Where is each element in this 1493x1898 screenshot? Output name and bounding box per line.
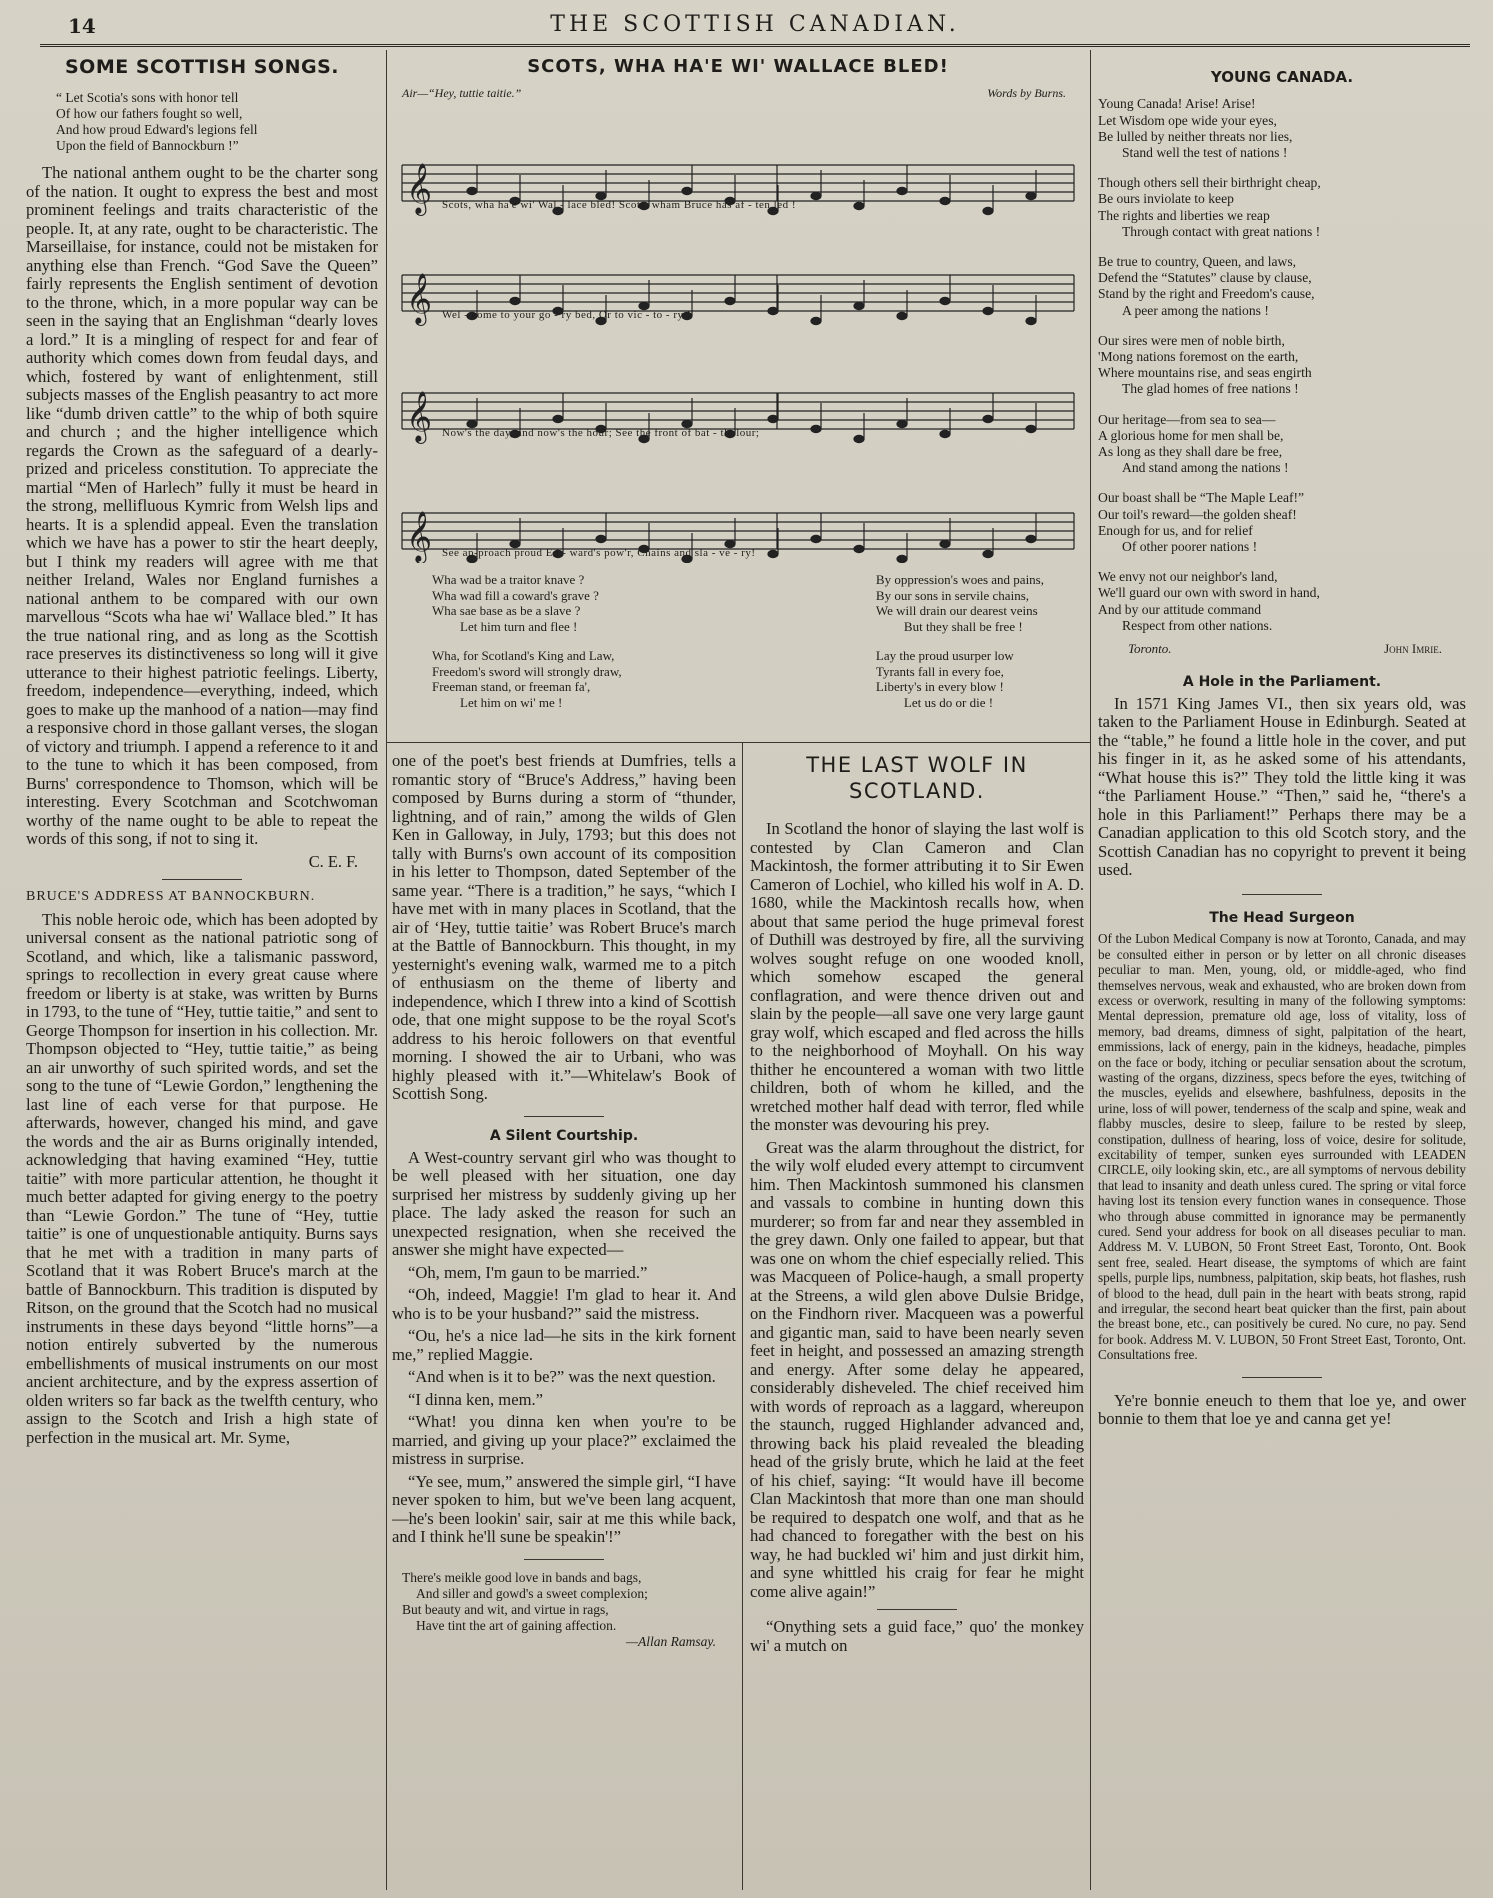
verse-line: Enough for us, and for relief <box>1098 522 1253 538</box>
stanza <box>432 648 622 710</box>
note-head <box>553 415 563 422</box>
verse-line: Our boast shall be “The Maple Leaf!” <box>1098 490 1305 506</box>
verse-line: Have tint the art of gaining affection. <box>416 1617 617 1633</box>
air-line <box>392 84 1084 102</box>
note-head <box>682 187 692 194</box>
verse-line: Defend the “Statutes” clause by clause, <box>1098 270 1312 286</box>
article-body: one of the poet's best friends at Dumfries, tells a romantic story of “Bruce's Address,” having been composed by Burns during a storm of “thunder, lightning, and of rain,” among the wilds of Glen Ken in Galloway, in July, 1793; but this does not tally with Burns's own account of its composition in his letter to Thompson, dated September of the same year. “There is a tradition,” he says, “which I have met with in many places in Scotland, that the air of ‘Hey, tuttie taitie’ was Robert Bruce's march at the Battle of Bannockburn. This thought, in my yesternight's evening walk, warmed me to a pitch of enthusiasm on the theme of liberty and independence, which I threw into a kind of Scottish ode, that one might suppose to be the royal Scot's address to his heroic followers on that eventful morning. I showed the air to Urbani, who was highly pleased with it.”—Whitelaw's Book of Scottish Song. <box>392 752 736 1103</box>
note-head <box>1026 535 1036 542</box>
verse-line: Let Wisdom ope wide your eyes, <box>1098 112 1277 128</box>
poem-stanza <box>1098 96 1466 161</box>
stanza <box>876 648 1044 710</box>
verse-line: Wha wad be a traitor knave ? <box>432 572 585 587</box>
verse-line: Our heritage—from sea to sea— <box>1098 411 1276 427</box>
note-head <box>897 312 907 319</box>
poem-credit <box>1098 640 1466 658</box>
poem-stanza <box>1098 333 1466 398</box>
epigraph-line: “ Let Scotia's sons with honor tell <box>56 90 239 106</box>
treble-clef-icon: 𝄞 <box>406 390 433 442</box>
note-head <box>1026 425 1036 432</box>
poem-author: John Imrie. <box>1384 641 1442 657</box>
verse-line: Of other poorer nations ! <box>1122 539 1258 555</box>
note-head <box>854 202 864 209</box>
epigraph-line: Upon the field of Bannockburn !” <box>56 138 239 154</box>
note-head <box>768 415 778 422</box>
separator <box>524 1116 604 1117</box>
note-head <box>854 545 864 552</box>
courtship-paragraph: “What! you dinna ken when you're to be married, and giving up your place?” exclaimed the mistress in surprise. <box>392 1412 736 1469</box>
heading-silent-courtship: A Silent Courtship. <box>489 1127 639 1144</box>
note-head <box>510 297 520 304</box>
verse-line: And by our attitude command <box>1098 601 1262 617</box>
note-head <box>897 420 907 427</box>
article-body: In 1571 King James VI., then six years old, was taken to the Parliament House in Edinburgh. Seated at the “table,” he found a little hole in the cover, and put his finger in it, as he asked some of his attendants, “What house this is?” They told the little king it was “the Parliament House.” “Then,” said he, “there's a hole in this Parliament!” Perhaps there may be a Canadian application to this old Scotch story, and the Scottish Canadian has no copyright to prevent it being used. <box>1098 693 1466 880</box>
verse-line: As long as they shall dare be free, <box>1098 444 1283 460</box>
epigraph <box>56 90 378 154</box>
epigraph-line: And how proud Edward's legions fell <box>56 122 258 138</box>
note-head <box>596 535 606 542</box>
courtship-paragraph: “Oh, mem, I'm gaun to be married.” <box>408 1262 648 1282</box>
note-head <box>768 550 778 557</box>
verse-line: But beauty and wit, and virtue in rags, <box>402 1601 609 1617</box>
verse-line: Stand by the right and Freedom's cause, <box>1098 286 1315 302</box>
note-head <box>897 187 907 194</box>
verse-line: Through contact with great nations ! <box>1122 223 1321 239</box>
heading-young-canada: YOUNG CANADA. <box>1210 68 1354 86</box>
verse-line: Where mountains rise, and seas engirth <box>1098 365 1312 381</box>
verse-line: Respect from other nations. <box>1122 617 1273 633</box>
poem-stanza <box>1098 254 1466 319</box>
verse-line: Let us do or die ! <box>903 694 994 710</box>
poem-stanza <box>1098 569 1466 634</box>
column-young-canada <box>1098 62 1466 1890</box>
note-head <box>854 302 864 309</box>
verse-line: Stand well the test of nations ! <box>1122 145 1288 161</box>
note-head <box>897 555 907 562</box>
stanza <box>876 572 1044 634</box>
lyric-line: Wel - come to your go - ry bed, Or to vic - to - ry ! <box>442 309 691 321</box>
heading-hole-parliament: A Hole in the Parliament. <box>1182 673 1382 690</box>
heading-head-surgeon: The Head Surgeon <box>1209 909 1355 926</box>
treble-clef-icon: 𝄞 <box>406 510 433 562</box>
subheading-bruces-address: BRUCE'S ADDRESS AT BANNOCKBURN. <box>26 889 316 905</box>
words-credit: Words by Burns. <box>987 86 1066 101</box>
courtship-paragraph: A West-country servant girl who was thought to be well pleased with her situation, one day surprised her mistress by suddenly giving up her place. The lady asked the reason for such an unexpected resignation, when she received the answer she might have expected— <box>392 1147 736 1260</box>
young-canada-poem <box>1098 96 1466 634</box>
lyric-line: Scots, wha ha'e wi' Wal - lace bled! Scots, wham Bruce has af - ten led ! <box>442 199 796 211</box>
courtship-story <box>392 1149 736 1547</box>
lyric-line: Now's the day, and now's the hour; See the front of bat - tle lour; <box>442 427 760 439</box>
verse-line: Be ours inviolate to keep <box>1098 191 1234 207</box>
signature: C. E. F. <box>308 851 358 871</box>
verse-line: Wha wad fill a coward's grave ? <box>432 587 599 603</box>
verse-line: We envy not our neighbor's land, <box>1098 569 1278 585</box>
courtship-paragraph: “Ou, he's a nice lad—he sits in the kirk fornent me,” replied Maggie. <box>392 1326 736 1364</box>
column-bruce-continued <box>392 752 736 1890</box>
page-number: 14 <box>68 14 96 38</box>
proverb: “Onything sets a guid face,” quo' the monkey wi' a mutch on <box>750 1617 1084 1655</box>
verse-line: The rights and liberties we reap <box>1098 207 1270 223</box>
verse-line: And stand among the nations ! <box>1122 460 1289 476</box>
separator <box>1242 894 1322 895</box>
section-rule <box>387 742 1090 743</box>
note-head <box>811 535 821 542</box>
verse-line: 'Mong nations foremost on the earth, <box>1098 349 1299 365</box>
note-head <box>940 540 950 547</box>
courtship-paragraph: “Oh, indeed, Maggie! I'm glad to hear it. And who is to be your husband?” said the mistress. <box>392 1285 736 1323</box>
verse-line: Our toil's reward—the golden sheaf! <box>1098 506 1297 522</box>
treble-clef-icon: 𝄞 <box>406 272 433 324</box>
note-head <box>983 207 993 214</box>
verse-line: A glorious home for men shall be, <box>1098 427 1284 443</box>
note-head <box>940 197 950 204</box>
separator <box>524 1559 604 1560</box>
proverb: Ye're bonnie eneuch to them that loe ye, and ower bonnie to them that loe ye and canna get ye! <box>1098 1390 1466 1429</box>
heading-last-wolf: THE LAST WOLF IN SCOTLAND. <box>806 753 1028 803</box>
ramsay-signature: —Allan Ramsay. <box>626 1633 716 1649</box>
verse-line: The glad homes of free nations ! <box>1122 381 1299 397</box>
heading-some-scottish-songs: SOME SCOTTISH SONGS. <box>65 58 339 78</box>
column-some-scottish-songs <box>26 58 378 1890</box>
masthead <box>40 8 1470 44</box>
article-body: Great was the alarm throughout the district, for the wily wolf eluded every attempt to circumvent him. Then Mackintosh summoned his clansmen and vassals to combine in hunting down this murderer; so from far and near they assembled in the grey dawn. Only one failed to appear, but that was one on whom the chief especially relied. This was Macqueen of Police-haugh, a small property at the Streens, a wild glen above Dulsie Bridge, on the Findhorn river. Macqueen was a powerful and gigantic man, said to have been nearly seven feet in height, and possessed an amazing strength and energy. After some delay he appeared, considerably disheveled. The chief received him with words of reproach as a laggard, whereupon the staunch, rugged Highlander advanced and, throwing back his plaid revealed the bleading head of the grisly brute, which he laid at the feet of his chief, saying: “It would have ill become Clan Mackintosh that more than one man should be required to despatch one wolf, and that as he had chanced to foregather with the best on his way, he had buckled wi' him and just dirkit him, and syne whittled his craig for fear he might come alive again!” <box>750 1137 1084 1601</box>
separator <box>162 879 242 880</box>
poem-stanza <box>1098 175 1466 240</box>
article-body: This noble heroic ode, which has been adopted by universal consent as the national patriotic song of Scotland, and which, like a talismanic password, springs to recollection in every great cause where freedom or liberty is at stake, was written by Burns in 1793, to the tune of “Hey, tuttie taitie,” and sent to George Thompson for insertion in his collection. Mr. Thompson objected to “Hey, tuttie taitie,” as being an air unworthy of such spirited words, and set the song to the tune of “Lewie Gordon,” lengthening the last line of each verse for that purpose. He afterwards, however, changed his mind, and gave the words and the air as Burns originally intended, acknowledging that having examined “Hey, tuttie taitie” with more particular attention, he thought it much better adapted for giving energy to the poetry than “Lewie Gordon.” The tune of “Hey, tuttie taitie” is one of unquestionable antiquity. Burns says that he met with a tradition in many parts of Scotland that it was Robert Bruce's march at the battle of Bannockburn. This tradition is disputed by Ritson, on the ground that the Scotch had no musical instruments in these days beyond “little horns”—a notion entirely subverted by the numerous embellishments of musical instruments on our most ancient architecture, and by the express assertion of olden writers so far back as the twelfth century, who assign to the Scotch and Irish a high state of perfection in the musical art. Mr. Syme, <box>26 909 378 1447</box>
note-head <box>467 187 477 194</box>
verse-line: By our sons in servile chains, <box>875 587 1029 603</box>
column-last-wolf <box>750 752 1084 1890</box>
note-head <box>983 550 993 557</box>
verse-line: Freeman stand, or freeman fa', <box>432 679 591 694</box>
verse-line: A peer among the nations ! <box>1122 302 1269 318</box>
note-head <box>940 297 950 304</box>
courtship-paragraph: “Ye see, mum,” answered the simple girl, “I have never spoken to him, but we've been lang acquent,—he's been lookin' sair, sair at me this while back, and I think he'll sune be speakin'!” <box>392 1471 736 1547</box>
note-head <box>1026 192 1036 199</box>
column-rule <box>1090 50 1091 1890</box>
note-head <box>983 415 993 422</box>
verse-line: Young Canada! Arise! Arise! <box>1098 96 1256 112</box>
poem-place: Toronto. <box>1128 641 1172 657</box>
separator <box>877 1609 957 1610</box>
song-stanzas <box>392 572 1084 724</box>
verse-line: By oppression's woes and pains, <box>875 572 1044 587</box>
paper-title: THE SCOTTISH CANADIAN. <box>550 12 960 37</box>
music-section <box>392 58 1084 738</box>
note-head <box>725 297 735 304</box>
sheet-music <box>392 103 1084 563</box>
stanza-column-left <box>432 572 622 724</box>
verse-line: Though others sell their birthright cheap, <box>1098 175 1321 191</box>
lyric-line: See ap-proach proud Ed - ward's pow'r, Chains and sla - ve - ry! <box>442 547 756 559</box>
note-head <box>768 307 778 314</box>
verse-line: Liberty's in every blow ! <box>875 679 1004 694</box>
treble-clef-icon: 𝄞 <box>406 162 433 214</box>
verse-line: We'll guard our own with sword in hand, <box>1098 585 1320 601</box>
stanza-column-right <box>876 572 1044 724</box>
courtship-paragraph: “And when is it to be?” was the next question. <box>408 1367 716 1387</box>
verse-line: Be lulled by neither threats nor lies, <box>1098 128 1293 144</box>
note-head <box>1026 317 1036 324</box>
note-head <box>940 430 950 437</box>
verse-line: There's meikle good love in bands and bags, <box>402 1569 642 1585</box>
article-body: The national anthem ought to be the charter song of the nation. It ought to express the best and most prominent feelings and traits characteristic of the people. It, at any rate, ought to be characteristic. The Marseillaise, for instance, could not be mistaken for anything else than French. “God Save the Queen” fairly represents the English sentiment of devotion to the throne, which, in a more popular way can be seen in the saying that an Englishman “dearly loves a lord.” It is a mingling of respect for and fear of authority which comes down from feudal days, and which, fostered by want of enlightenment, still subjects masses of the English peasantry to act more like “dumb driven cattle” to the whip of both squire and church ; and the higher intelligence which regards the Crown as the safeguard of a dearly-prized and priceless constitution. To appreciate the martial “Men of Harlech” fully it must be heard in the strong, mellifluous Kymric from Welsh lips and hearts. It is a splendid appeal. Even the translation which we have has a power to stir the heart deeply, but I think my readers will agree with me that neither Ireland, Wales nor England furnishes a national anthem to be compared with our own marvellous “Scots wha hae wi' Wallace bled.” It has the true national ring, and as long as the Scottish race preserves its distinctiveness so long will it give utterance to their highest patriotic feelings. Liberty, freedom, independence—everything, indeed, which goes to make up the manhood of a nation—may find a responsive chord in those gallant verses, the slogan of victory and triumph. I append a reference to it and to the tune to which it has been composed, from Burns' correspondence to Thomson, which will be interesting. Every Scotchman and Scotchwoman worthy of the name ought to be able to repeat the words of this song, if not to sing it. <box>26 163 378 849</box>
verse-line: Wha sae base as be a slave ? <box>432 603 581 618</box>
verse-line: And siller and gowd's a sweet complexion; <box>416 1585 648 1601</box>
verse-line: But they shall be free ! <box>903 618 1023 634</box>
article-body: In Scotland the honor of slaying the last wolf is contested by Clan Cameron and Clan Mackintosh, the former attributing it to Sir Ewen Cameron of Lochiel, who killed his wolf in A. D. 1680, while the Mackintosh recalls how, when about that same period the huge primeval forest of Duthill was destroyed by fire, all the surviving wolves sought refuge on one wooded knoll, which somehow escaped the general conflagration, and were thence driven out and slain by the people—all save one very large gaunt gray wolf, which escaped and fled across the hills to the neighborhood of Moyhall. On his way thither he encountered a woman with two little children, both of whom he killed, and the wretched mother half dead with terror, fled while the monster was devouring his prey. <box>750 819 1084 1134</box>
verse-line: Be true to country, Queen, and laws, <box>1098 254 1297 270</box>
stanza <box>432 572 622 634</box>
note-head <box>854 435 864 442</box>
note-head <box>983 307 993 314</box>
column-rule <box>742 743 743 1890</box>
verse-line: Tyrants fall in every foe, <box>875 663 1004 679</box>
column-rule <box>386 50 387 1890</box>
verse-line: We will drain our dearest veins <box>875 603 1038 618</box>
verse-line: Let him on wi' me ! <box>460 694 563 710</box>
note-head <box>811 317 821 324</box>
poem-stanza <box>1098 490 1466 555</box>
advertisement-body: Of the Lubon Medical Company is now at Toronto, Canada, and may be consulted either in person or by letter on all chronic diseases peculiar to man. Men, young, old, or middle-aged, who find themselves nervous, weak and exhausted, who are broken down from excess or overwork, resulting in many of the following symptoms: Mental depression, premature old age, loss of vitality, loss of memory, bad dreams, dimness of sight, palpitation of the heart, emmissions, lack of energy, pain in the kidneys, headache, pimples on the face or body, itching or peculiar sensation about the scrotum, wasting of the organs, dizziness, specs before the eyes, twitching of the muscles, eyelids and elsewhere, bashfulness, deposits in the urine, loss of will power, tenderness of the scalp and spine, weak and flabby muscles, desire to sleep, failure to be rested by sleep, constipation, dullness of hearing, loss of voice, desire for solitude, excitability of temper, sunken eyes surrounded with LEADEN CIRCLE, oily looking skin, etc., are all symptoms of nervous debility that lead to insanity and death unless cured. The spring or vital force having lost its tension every function wanes in consequence. Those who through abuse committed in ignorance may be permanently cured. Send your address for book on all diseases peculiar to man. Address M. V. LUBON, 50 Front Street East, Toronto, Ont. Book sent free, sealed. Heart disease, the symptoms of which are faint spells, purple lips, numbness, palpitation, skip beats, hot flashes, rush of blood to the head, dull pain in the heart with beats strong, rapid and irregular, the second heart beat quicker than the first, pain about the breast bone, etc., can positively be cured. No cure, no pay. Send for book. Address M. V. LUBON, 50 Front Street East, Toronto, Ont. Consultations free. <box>1098 931 1466 1363</box>
masthead-rule <box>40 44 1470 47</box>
verse-line: Our sires were men of noble birth, <box>1098 332 1285 348</box>
verse-line: Let him turn and flee ! <box>460 618 578 634</box>
courtship-paragraph: “I dinna ken, mem.” <box>408 1389 544 1409</box>
note-head <box>811 192 821 199</box>
song-title: SCOTS, WHA HA'E WI' WALLACE BLED! <box>527 56 949 77</box>
ramsay-verse <box>402 1570 736 1650</box>
air-name: Air—“Hey, tuttie taitie.” <box>402 86 522 101</box>
verse-line: Lay the proud usurper low <box>875 648 1014 663</box>
poem-stanza <box>1098 412 1466 477</box>
note-head <box>811 425 821 432</box>
separator <box>1242 1377 1322 1378</box>
verse-line: Freedom's sword will strongly draw, <box>432 663 622 679</box>
verse-line: Wha, for Scotland's King and Law, <box>432 648 615 663</box>
epigraph-line: Of how our fathers fought so well, <box>56 106 243 122</box>
